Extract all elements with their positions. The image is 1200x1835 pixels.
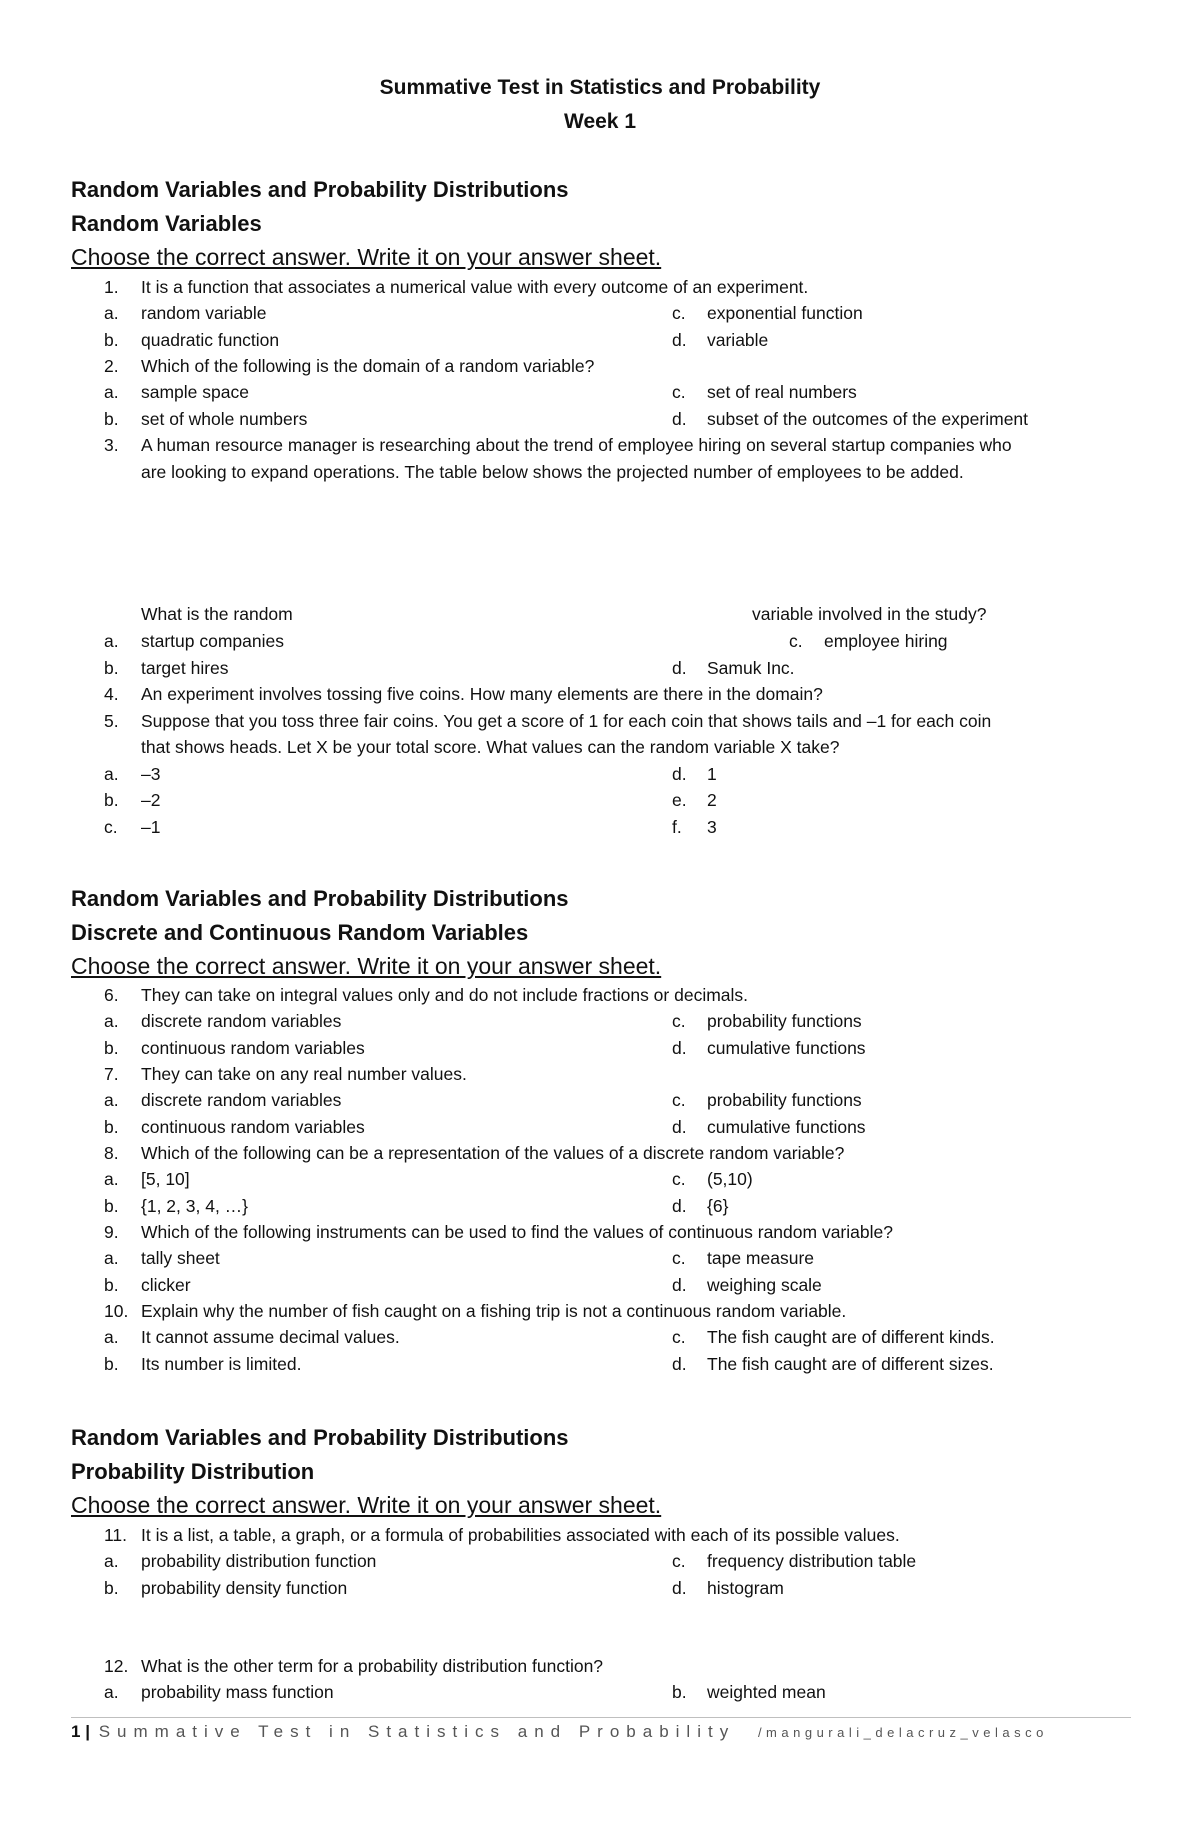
q9-text: Which of the following instruments can be used to find the values of continuous random variable? <box>141 1222 893 1242</box>
q7-letter-a: a. <box>104 1090 119 1110</box>
q8-choice-c: (5,10) <box>707 1169 753 1189</box>
footer-divider <box>71 1717 1131 1718</box>
section2-subheading: Discrete and Continuous Random Variables <box>71 920 529 945</box>
q8-letter-a: a. <box>104 1169 119 1189</box>
q2-letter-b: b. <box>104 409 119 429</box>
q6-choice-b: continuous random variables <box>141 1038 365 1058</box>
page-footer <box>71 1722 1048 1742</box>
q10-letter-d: d. <box>672 1354 687 1374</box>
q10-letter-c: c. <box>672 1327 686 1347</box>
q5-letter-b: b. <box>104 790 119 810</box>
q2-choice-d: subset of the outcomes of the experiment <box>707 409 1029 429</box>
q3-letter-a: a. <box>104 631 119 651</box>
q6-letter-b: b. <box>104 1038 119 1058</box>
q5-letter-a: a. <box>104 764 119 784</box>
section1-heading: Random Variables and Probability Distributions <box>71 177 569 202</box>
q6-number: 6. <box>104 985 119 1005</box>
section1-subheading: Random Variables <box>71 211 262 236</box>
q7-choice-d: cumulative functions <box>707 1117 866 1137</box>
q3-number: 3. <box>104 435 119 455</box>
document-title: Summative Test in Statistics and Probability <box>379 76 821 99</box>
q6-letter-a: a. <box>104 1011 119 1031</box>
q11-choice-d: histogram <box>707 1578 784 1598</box>
q7-number: 7. <box>104 1064 119 1084</box>
q8-letter-d: d. <box>672 1196 687 1216</box>
q2-number: 2. <box>104 356 119 376</box>
footer-separator: | <box>85 1722 90 1741</box>
section1-instruction: Choose the correct answer. Write it on your answer sheet. <box>71 244 662 270</box>
q12-number: 12. <box>104 1656 129 1676</box>
q10-choice-c: The fish caught are of different kinds. <box>707 1327 995 1347</box>
q11-choice-a: probability distribution function <box>141 1551 377 1571</box>
q2-choice-b: set of whole numbers <box>141 409 308 429</box>
q2-letter-c: c. <box>672 382 686 402</box>
q5-letter-c: c. <box>104 817 118 837</box>
footer-page-number: 1 <box>71 1722 81 1741</box>
q11-number: 11. <box>104 1525 128 1545</box>
q7-choice-a: discrete random variables <box>141 1090 342 1110</box>
q5-letter-f: f. <box>672 817 682 837</box>
q1-text: It is a function that associates a numerical value with every outcome of an experiment. <box>141 277 809 297</box>
q7-letter-c: c. <box>672 1090 686 1110</box>
q2-choice-c: set of real numbers <box>707 382 857 402</box>
q10-choice-d: The fish caught are of different sizes. <box>707 1354 994 1374</box>
q9-letter-c: c. <box>672 1248 686 1268</box>
q1-letter-d: d. <box>672 330 687 350</box>
q6-choice-d: cumulative functions <box>707 1038 866 1058</box>
q5-choice-b: –2 <box>141 790 161 810</box>
q5-text-line2: that shows heads. Let X be your total score. What values can the random variable X take? <box>141 737 840 757</box>
q8-text: Which of the following can be a representation of the values of a discrete random variable? <box>141 1143 845 1163</box>
q5-choice-d: 1 <box>707 764 717 784</box>
section2-heading: Random Variables and Probability Distributions <box>71 886 569 911</box>
q9-letter-a: a. <box>104 1248 119 1268</box>
q12-choice-b: weighted mean <box>707 1682 826 1702</box>
q7-choice-b: continuous random variables <box>141 1117 365 1137</box>
q3-text-line2: are looking to expand operations. The table below shows the projected number of employees to be added. <box>141 462 964 482</box>
q2-letter-d: d. <box>672 409 687 429</box>
q3-letter-c: c. <box>789 631 803 651</box>
q7-letter-b: b. <box>104 1117 119 1137</box>
q8-choice-b: {1, 2, 3, 4, …} <box>141 1196 249 1216</box>
q3-text-line1: A human resource manager is researching about the trend of employee hiring on several startup companies who <box>141 435 1012 455</box>
q11-letter-c: c. <box>672 1551 686 1571</box>
q12-choice-a: probability mass function <box>141 1682 334 1702</box>
q8-choice-d: {6} <box>707 1196 729 1216</box>
q1-letter-b: b. <box>104 330 119 350</box>
q8-number: 8. <box>104 1143 119 1163</box>
q1-choice-c: exponential function <box>707 303 863 323</box>
q5-letter-d: d. <box>672 764 687 784</box>
q2-choice-a: sample space <box>141 382 249 402</box>
q1-letter-a: a. <box>104 303 119 323</box>
q12-letter-b: b. <box>672 1682 687 1702</box>
q3-choice-a: startup companies <box>141 631 284 651</box>
q9-choice-a: tally sheet <box>141 1248 220 1268</box>
section2-instruction: Choose the correct answer. Write it on your answer sheet. <box>71 953 662 979</box>
q6-choice-a: discrete random variables <box>141 1011 342 1031</box>
section3-heading: Random Variables and Probability Distributions <box>71 1425 569 1450</box>
q8-letter-b: b. <box>104 1196 119 1216</box>
q12-letter-a: a. <box>104 1682 119 1702</box>
q5-choice-e: 2 <box>707 790 717 810</box>
q11-letter-a: a. <box>104 1551 119 1571</box>
q9-choice-b: clicker <box>141 1275 191 1295</box>
q3-letter-d: d. <box>672 658 687 678</box>
q2-text: Which of the following is the domain of a random variable? <box>141 356 595 376</box>
q9-letter-d: d. <box>672 1275 687 1295</box>
q6-choice-c: probability functions <box>707 1011 862 1031</box>
q9-choice-c: tape measure <box>707 1248 815 1268</box>
q11-letter-d: d. <box>672 1578 687 1598</box>
q3-choice-c: employee hiring <box>824 631 948 651</box>
q6-letter-d: d. <box>672 1038 687 1058</box>
q12-text: What is the other term for a probability distribution function? <box>141 1656 604 1676</box>
footer-title: Summative Test in Statistics and Probability <box>98 1722 736 1741</box>
q10-choice-b: Its number is limited. <box>141 1354 302 1374</box>
q10-text: Explain why the number of fish caught on a fishing trip is not a continuous random variable. <box>141 1301 847 1321</box>
q11-letter-b: b. <box>104 1578 119 1598</box>
q6-text: They can take on integral values only and do not include fractions or decimals. <box>141 985 749 1005</box>
q10-letter-a: a. <box>104 1327 119 1347</box>
q7-choice-c: probability functions <box>707 1090 862 1110</box>
q9-number: 9. <box>104 1222 119 1242</box>
footer-authors: /mangurali_delacruz_velasco <box>757 1725 1048 1740</box>
q3-question-left: What is the random <box>141 604 293 624</box>
section3-instruction: Choose the correct answer. Write it on your answer sheet. <box>71 1492 662 1518</box>
q3-choice-d: Samuk Inc. <box>707 658 795 678</box>
document-week: Week 1 <box>564 110 636 133</box>
q3-letter-b: b. <box>104 658 119 678</box>
q5-choice-f: 3 <box>707 817 717 837</box>
q5-choice-c: –1 <box>141 817 161 837</box>
q11-choice-b: probability density function <box>141 1578 348 1598</box>
q4-text: An experiment involves tossing five coins. How many elements are there in the domain? <box>141 684 823 704</box>
q10-choice-a: It cannot assume decimal values. <box>141 1327 400 1347</box>
q1-choice-d: variable <box>707 330 769 350</box>
section3-subheading: Probability Distribution <box>71 1459 315 1484</box>
q5-number: 5. <box>104 711 119 731</box>
q9-letter-b: b. <box>104 1275 119 1295</box>
q5-choice-a: –3 <box>141 764 161 784</box>
q8-choice-a: [5, 10] <box>141 1169 190 1189</box>
q7-letter-d: d. <box>672 1117 687 1137</box>
q9-choice-d: weighing scale <box>707 1275 822 1295</box>
q3-question-right: variable involved in the study? <box>752 604 987 624</box>
q11-choice-c: frequency distribution table <box>707 1551 917 1571</box>
q4-number: 4. <box>104 684 119 704</box>
q1-number: 1. <box>104 277 119 297</box>
q1-choice-a: random variable <box>141 303 267 323</box>
q1-choice-b: quadratic function <box>141 330 280 350</box>
q7-text: They can take on any real number values. <box>141 1064 467 1084</box>
q2-letter-a: a. <box>104 382 119 402</box>
q1-letter-c: c. <box>672 303 686 323</box>
q5-letter-e: e. <box>672 790 687 810</box>
q8-letter-c: c. <box>672 1169 686 1189</box>
q6-letter-c: c. <box>672 1011 686 1031</box>
q3-choice-b: target hires <box>141 658 229 678</box>
q5-text-line1: Suppose that you toss three fair coins. You get a score of 1 for each coin that shows tails and –1 for each coin <box>141 711 992 731</box>
q10-number: 10. <box>104 1301 129 1321</box>
q11-text: It is a list, a table, a graph, or a formula of probabilities associated with each of its possible values. <box>141 1525 900 1545</box>
q10-letter-b: b. <box>104 1354 119 1374</box>
